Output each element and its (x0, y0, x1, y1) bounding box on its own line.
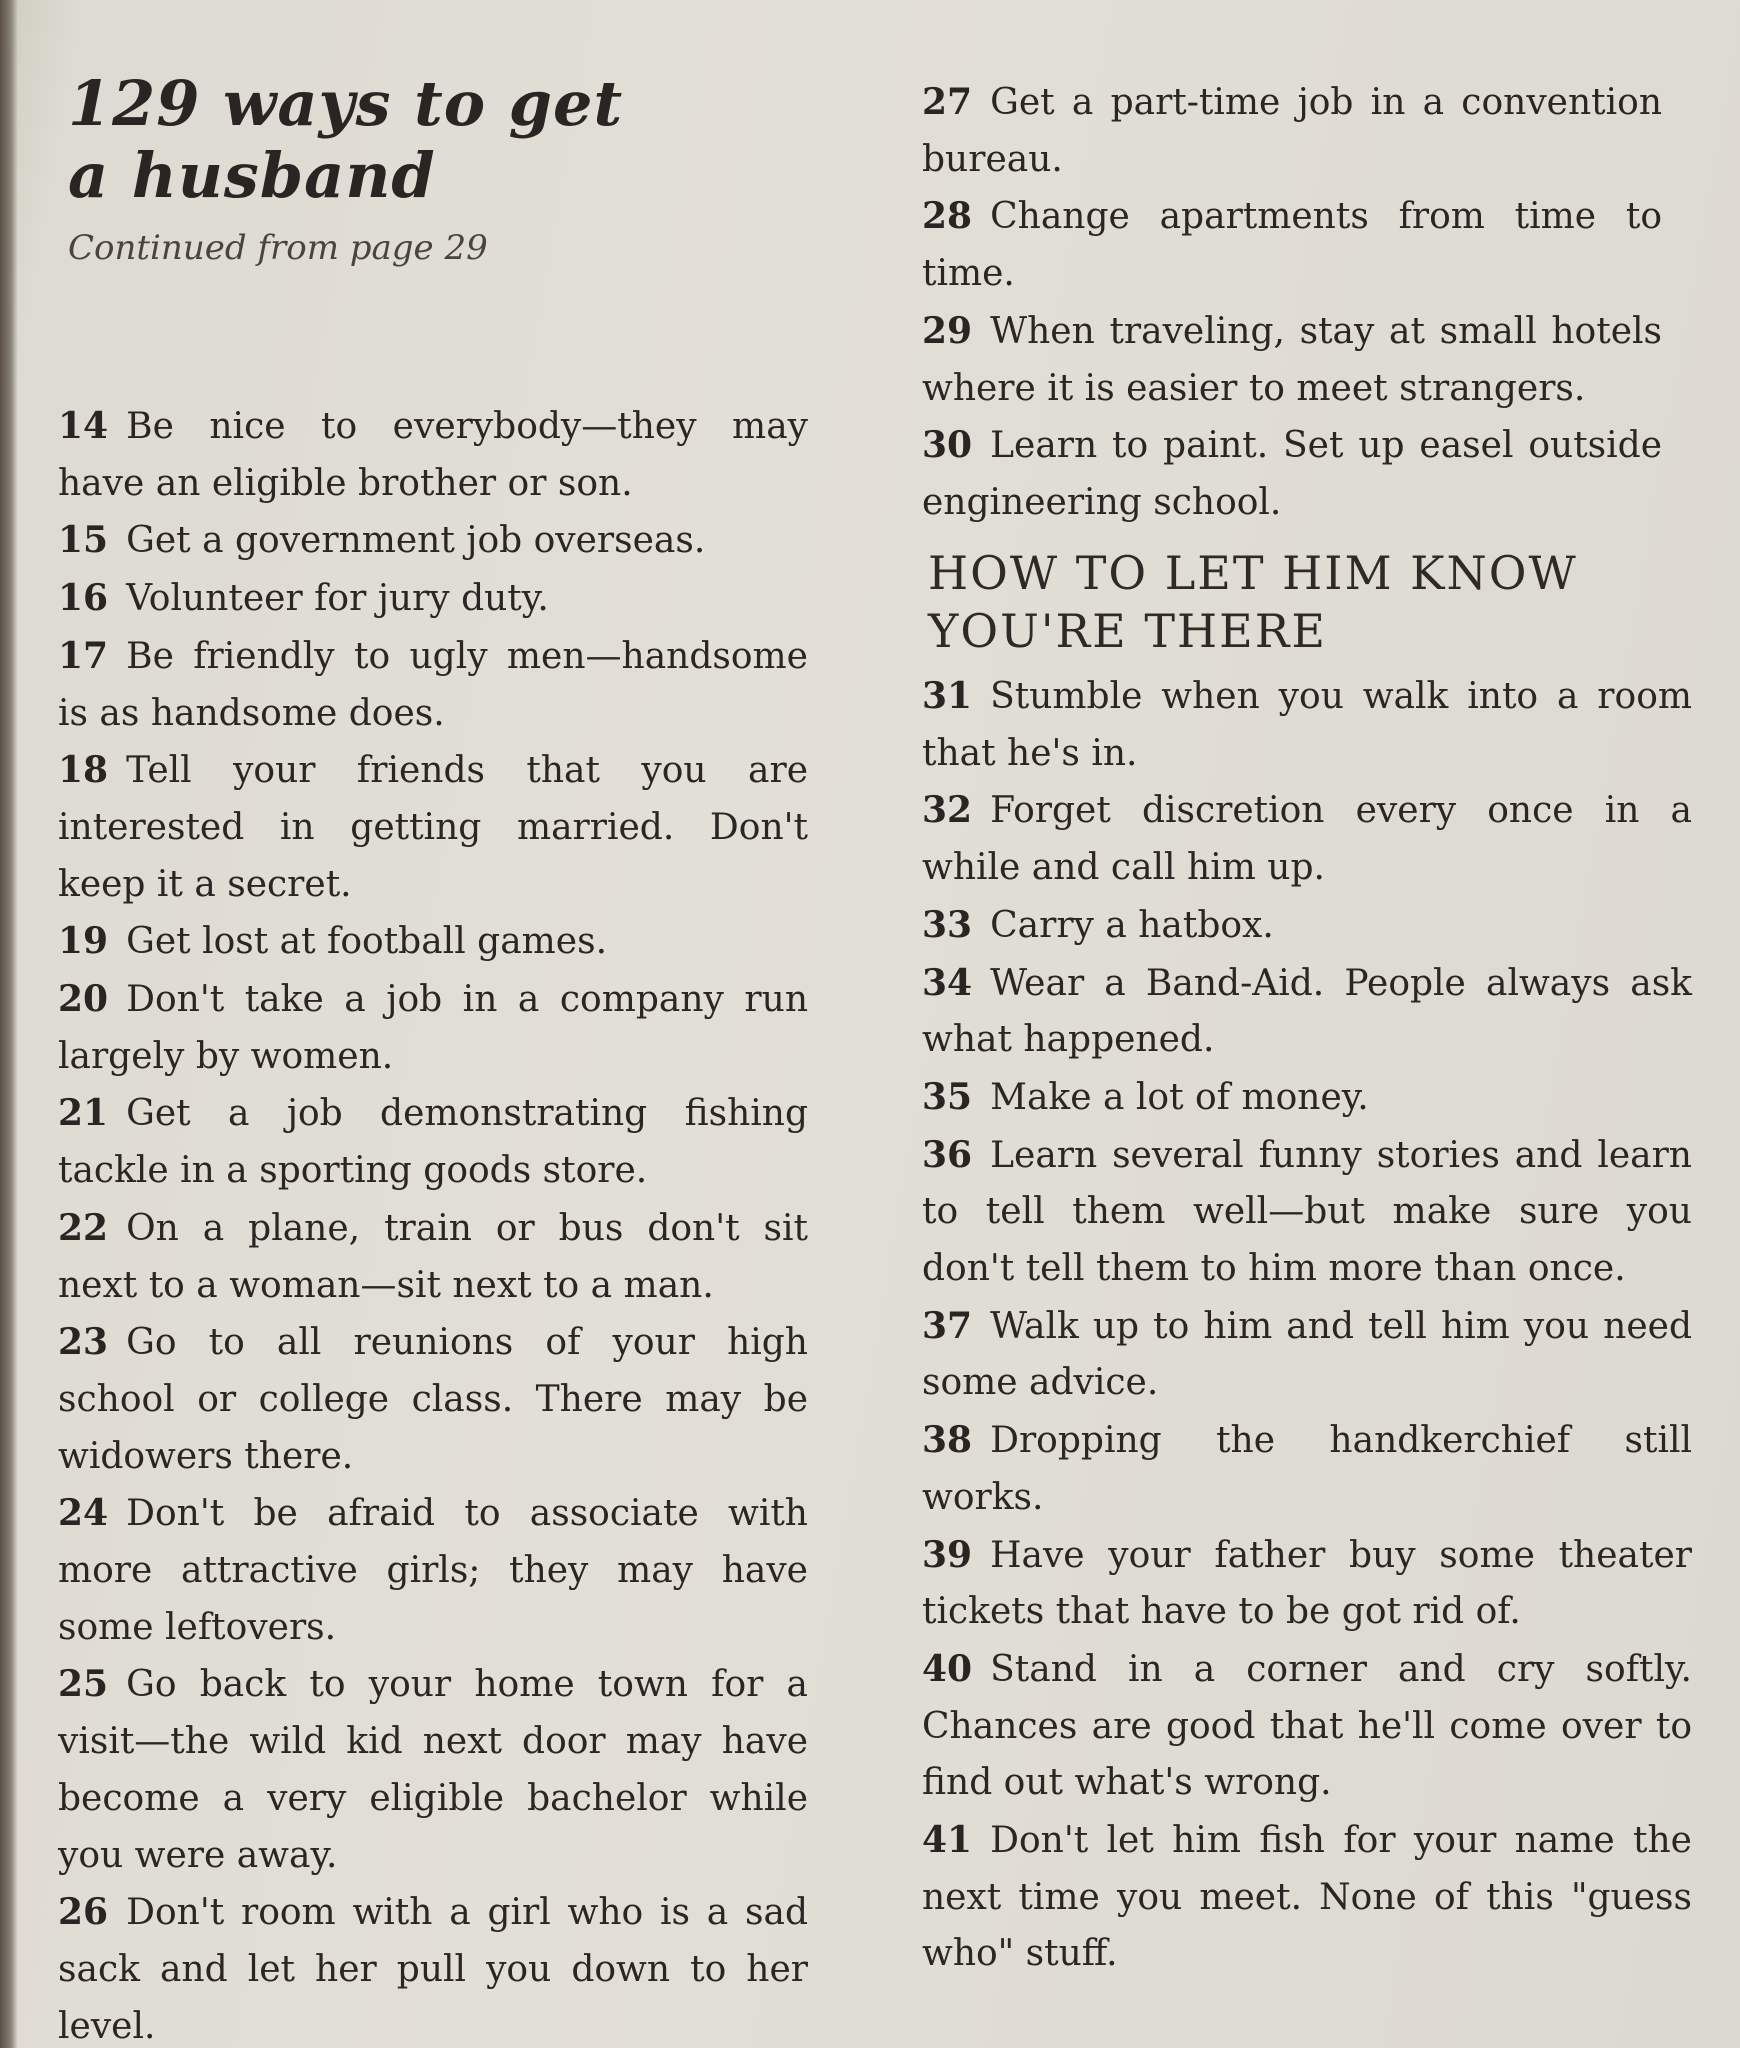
tip-number: 34 (922, 961, 973, 1004)
tip-item (58, 628, 808, 742)
tip-text: Don't room with a girl who is a sad sack and let her pull you down to her level. (58, 1892, 808, 2047)
tip-item (922, 417, 1662, 531)
tip-item (58, 742, 808, 913)
tip-number: 35 (922, 1075, 973, 1118)
tip-item (58, 570, 808, 628)
tip-number: 18 (58, 749, 109, 792)
tip-item (58, 1884, 808, 2048)
tip-text: When traveling, stay at small hotels where it is easier to meet strangers. (922, 310, 1662, 409)
tip-text: Get a part-time job in a convention bureau. (922, 82, 1662, 180)
tip-text: Stumble when you walk into a room that he's in. (922, 676, 1692, 774)
tip-text: Carry a hatbox. (990, 904, 1274, 946)
tip-text: Get a job demonstrating fishing tackle in a sporting goods store. (58, 1093, 808, 1192)
tip-number: 15 (58, 519, 109, 562)
tip-number: 24 (58, 1492, 109, 1535)
tip-number: 40 (922, 1647, 973, 1690)
tip-item (58, 1656, 808, 1884)
page-gutter-shadow (0, 0, 18, 2048)
tip-item (58, 1485, 808, 1656)
tip-item (922, 303, 1662, 417)
tip-number: 33 (922, 903, 973, 946)
tip-number: 14 (58, 405, 109, 447)
tip-item (58, 398, 808, 512)
tip-number: 19 (58, 920, 109, 963)
tip-item (922, 188, 1662, 302)
tip-number: 41 (922, 1819, 973, 1862)
continued-note: Continued from page 29 (68, 228, 488, 268)
tip-item (922, 1641, 1692, 1812)
article-title-line-1: 129 ways to get (68, 67, 624, 140)
tip-number: 17 (58, 634, 109, 677)
tip-text: Go to all reunions of your high school or college class. There may be widowers there. (58, 1322, 808, 1477)
section-heading: HOW TO LET HIM KNOW YOU'RE THERE (928, 546, 1578, 658)
tip-item (922, 1812, 1692, 1983)
tip-number: 31 (922, 675, 973, 717)
tip-number: 29 (922, 309, 973, 352)
tip-number: 21 (58, 1092, 109, 1135)
tip-number: 27 (922, 81, 973, 123)
tip-text: Go back to your home town for a visit—the wild kid next door may have become a very eligible bachelor while you were away. (58, 1664, 808, 1876)
tip-text: Have your father buy some theater tickets that have to be got rid of. (922, 1534, 1692, 1633)
tip-text: Don't let him fish for your name the next time you meet. None of this "guess who" stuff. (922, 1820, 1692, 1975)
tip-item (922, 74, 1662, 188)
tip-text: Be nice to everybody—they may have an eligible brother or son. (58, 406, 808, 504)
tip-item (58, 1200, 808, 1314)
tip-text: Wear a Band-Aid. People always ask what happened. (922, 962, 1692, 1061)
tip-text: Change apartments from time to time. (922, 196, 1662, 295)
tip-item (922, 955, 1692, 1069)
tip-number: 25 (58, 1663, 109, 1706)
tip-text: Volunteer for jury duty. (126, 578, 549, 620)
tip-item (58, 1314, 808, 1485)
tip-item (58, 1085, 808, 1199)
tip-text: Stand in a corner and cry softly. Chances are good that he'll come over to find out what's wrong. (922, 1648, 1692, 1804)
tip-text: Walk up to him and tell him you need some advice. (922, 1305, 1692, 1404)
tip-number: 38 (922, 1419, 973, 1462)
tip-text: Learn to paint. Set up easel outside engineering school. (922, 425, 1662, 523)
tip-item (922, 668, 1692, 782)
tip-number: 26 (58, 1891, 109, 1934)
tip-number: 30 (922, 424, 973, 467)
tip-number: 16 (58, 577, 109, 620)
tip-number: 32 (922, 789, 973, 832)
tips-list-left (58, 398, 808, 2048)
tip-item (922, 897, 1692, 955)
tip-text: Tell your friends that you are interested in getting married. Don't keep it a secret. (58, 750, 808, 905)
tip-item (58, 512, 808, 570)
tip-number: 28 (922, 195, 973, 238)
article-title-line-2: a husband (68, 139, 436, 212)
tip-number: 22 (58, 1206, 109, 1249)
tips-list-right-top (922, 74, 1662, 532)
tip-text: Get lost at football games. (126, 921, 608, 963)
article-title (68, 68, 623, 212)
tip-item (922, 1127, 1692, 1298)
tip-text: Dropping the handkerchief still works. (922, 1420, 1692, 1518)
tip-number: 39 (922, 1533, 973, 1576)
tip-number: 37 (922, 1304, 973, 1347)
tip-item (922, 1298, 1692, 1412)
tip-number: 36 (922, 1133, 973, 1176)
tip-item (922, 1412, 1692, 1526)
tip-item (922, 782, 1692, 896)
tip-item (922, 1069, 1692, 1127)
tip-text: Forget discretion every once in a while and call him up. (922, 790, 1692, 889)
tip-item (922, 1527, 1692, 1641)
tip-text: Learn several funny stories and learn to tell them well—but make sure you don't tell them to him more than once. (922, 1134, 1692, 1290)
tip-text: Make a lot of money. (990, 1076, 1369, 1118)
tip-text: Don't be afraid to associate with more attractive girls; they may have some leftovers. (58, 1493, 808, 1648)
tip-number: 23 (58, 1321, 109, 1364)
tip-text: Don't take a job in a company run largely by women. (58, 979, 808, 1077)
tip-item (58, 913, 808, 971)
tip-text: Be friendly to ugly men—handsome is as handsome does. (58, 635, 808, 734)
tips-list-right-bottom (922, 668, 1692, 1983)
tip-item (58, 971, 808, 1085)
tip-number: 20 (58, 978, 109, 1021)
tip-text: Get a government job overseas. (126, 520, 706, 562)
tip-text: On a plane, train or bus don't sit next to a woman—sit next to a man. (58, 1207, 808, 1306)
